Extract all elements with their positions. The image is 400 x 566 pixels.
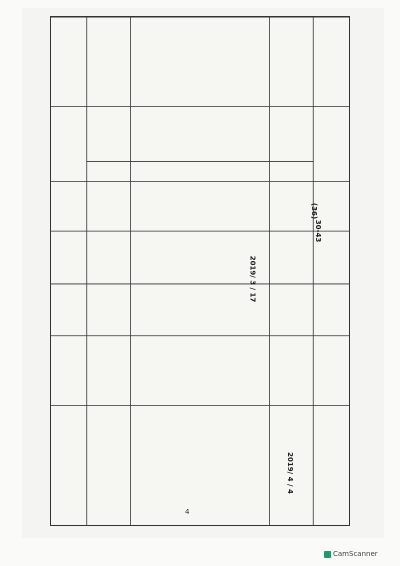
header-date-to bbox=[286, 452, 294, 494]
date-to: 2019/ 4 / 4 bbox=[285, 452, 294, 494]
header-period bbox=[310, 203, 318, 219]
page-number: 4 bbox=[185, 508, 190, 516]
camscanner-label: CamScanner bbox=[333, 550, 378, 558]
period-count: (36) bbox=[310, 202, 319, 220]
camscanner-watermark bbox=[324, 550, 378, 558]
header-date bbox=[248, 256, 256, 303]
table-grid-lines bbox=[51, 17, 349, 525]
camscanner-icon bbox=[324, 551, 331, 558]
lesson-plan-table bbox=[50, 16, 350, 526]
date-from: 2019/ 3 / 17 bbox=[248, 255, 257, 303]
pages-range: 30-43 bbox=[314, 219, 323, 243]
header-pages bbox=[314, 220, 322, 242]
